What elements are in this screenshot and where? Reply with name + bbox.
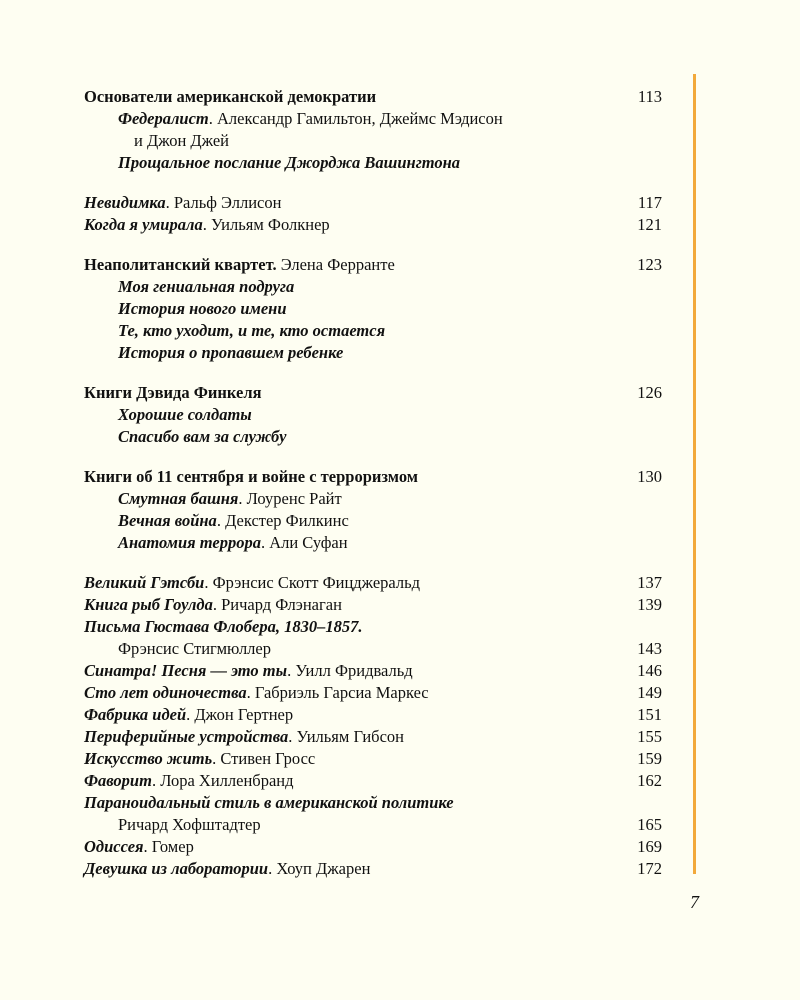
toc-title: Анатомия террора [118,533,261,552]
toc-title: Когда я умирала [84,215,203,234]
toc-entry [84,836,662,858]
toc-title: Одиссея [84,837,144,856]
toc-author: . Ричард Флэнаган [212,595,342,614]
toc-subentry [84,276,662,298]
toc-title: Федералист [118,109,209,128]
toc-title: Прощальное послание Джорджа Вашингтона [118,153,461,172]
toc-subentry [84,130,662,152]
toc-title: Фабрика идей [84,705,187,724]
toc-entry [84,726,662,748]
toc-page: 151 [637,705,662,724]
toc-page: 149 [637,683,662,702]
toc-title: Основатели американской демократии [84,87,377,106]
toc-title: Девушка из лаборатории [84,859,269,878]
toc-author: . Уильям Гибсон [288,727,404,746]
toc-title: История о пропавшем ребенке [118,343,344,362]
toc-subentry [84,404,662,426]
toc-title: Книги Дэвида Финкеля [84,383,262,402]
toc-entry [84,792,662,814]
toc-page: 137 [637,573,662,592]
toc-page: 130 [637,467,662,486]
toc-page: 117 [637,193,662,212]
toc-title: История нового имени [118,299,287,318]
toc-title: Параноидальный стиль в американской политике [84,793,454,812]
toc-title: Искусство жить [84,749,213,768]
toc-subentry [84,488,662,510]
toc-page: 123 [637,255,662,274]
toc-title: Невидимка [84,193,166,212]
toc-author: . Декстер Филкинс [216,511,349,530]
toc-author: . Лора Хилленбранд [151,771,294,790]
toc-page: 143 [637,639,662,658]
toc-entry [84,748,662,770]
toc-title: Книги об 11 сентября и войне с терроризмом [84,467,418,486]
toc-entry [84,572,662,594]
toc-heading [84,86,662,108]
toc-author: . Хоуп Джарен [268,859,371,878]
toc-page: 169 [637,837,662,856]
toc-subentry [84,320,662,342]
toc-entry [84,660,662,682]
toc-entry [84,858,662,880]
toc-author: . Джон Гертнер [186,705,294,724]
toc-entry [84,770,662,792]
toc-entry [84,594,662,616]
toc-entry [84,682,662,704]
toc-title: Хорошие солдаты [118,405,252,424]
toc-subentry [84,108,662,130]
toc-page: 139 [637,595,662,614]
toc-heading [84,254,662,276]
toc-page: 121 [637,215,662,234]
toc-author: . Гомер [143,837,194,856]
toc-page: 126 [637,383,662,402]
toc-heading [84,466,662,488]
toc-subentry [84,532,662,554]
toc-title: Те, кто уходит, и те, кто остается [118,321,386,340]
toc-author: . Уильям Фолкнер [202,215,330,234]
toc-entry-continuation [84,638,662,660]
toc-page: 162 [637,771,662,790]
toc-title: Периферийные устройства [84,727,289,746]
toc-title: Сто лет одиночества [84,683,247,702]
toc-author: Ричард Хофштадтер [118,815,261,834]
toc-author: . Уилл Фридвальд [287,661,413,680]
toc-entry [84,192,662,214]
toc-title: Неаполитанский квартет. [84,255,277,274]
toc-title: Фаворит [84,771,152,790]
toc-entry [84,616,662,638]
toc-title: Спасибо вам за службу [118,427,287,446]
toc-author: . Ральф Эллисон [165,193,282,212]
table-of-contents [84,86,662,880]
toc-subentry [84,510,662,532]
toc-subentry [84,298,662,320]
toc-page: 165 [637,815,662,834]
toc-author: . Али Суфан [260,533,348,552]
toc-subentry [84,426,662,448]
toc-page: 159 [637,749,662,768]
toc-title: Книга рыб Гоулда [84,595,213,614]
toc-entry [84,214,662,236]
toc-entry [84,704,662,726]
page-number: 7 [690,892,699,912]
toc-author: Элена Ферранте [276,255,395,274]
toc-title: Моя гениальная подруга [118,277,295,296]
toc-title: Письма Гюстава Флобера, 1830–1857. [84,617,363,636]
toc-page: 146 [637,661,662,680]
toc-title: Смутная башня [118,489,239,508]
toc-author: Фрэнсис Стигмюллер [118,639,271,658]
toc-page: 155 [637,727,662,746]
toc-title: Великий Гэтсби [84,573,205,592]
toc-title: Синатра! Песня — это ты [84,661,288,680]
toc-subentry [84,152,662,174]
accent-rule [693,74,696,874]
toc-subentry [84,342,662,364]
toc-author: . Габриэль Гарсиа Маркес [246,683,429,702]
toc-author: . Фрэнсис Скотт Фицджеральд [204,573,421,592]
toc-author: . Стивен Гросс [212,749,316,768]
toc-page: 172 [637,859,662,878]
toc-title: Вечная война [118,511,217,530]
toc-author: и Джон Джей [134,131,229,150]
toc-author: . Лоуренс Райт [238,489,342,508]
toc-author: . Александр Гамильтон, Джеймс Мэдисон [208,109,503,128]
toc-heading [84,382,662,404]
toc-page: 113 [637,87,662,106]
toc-entry-continuation [84,814,662,836]
